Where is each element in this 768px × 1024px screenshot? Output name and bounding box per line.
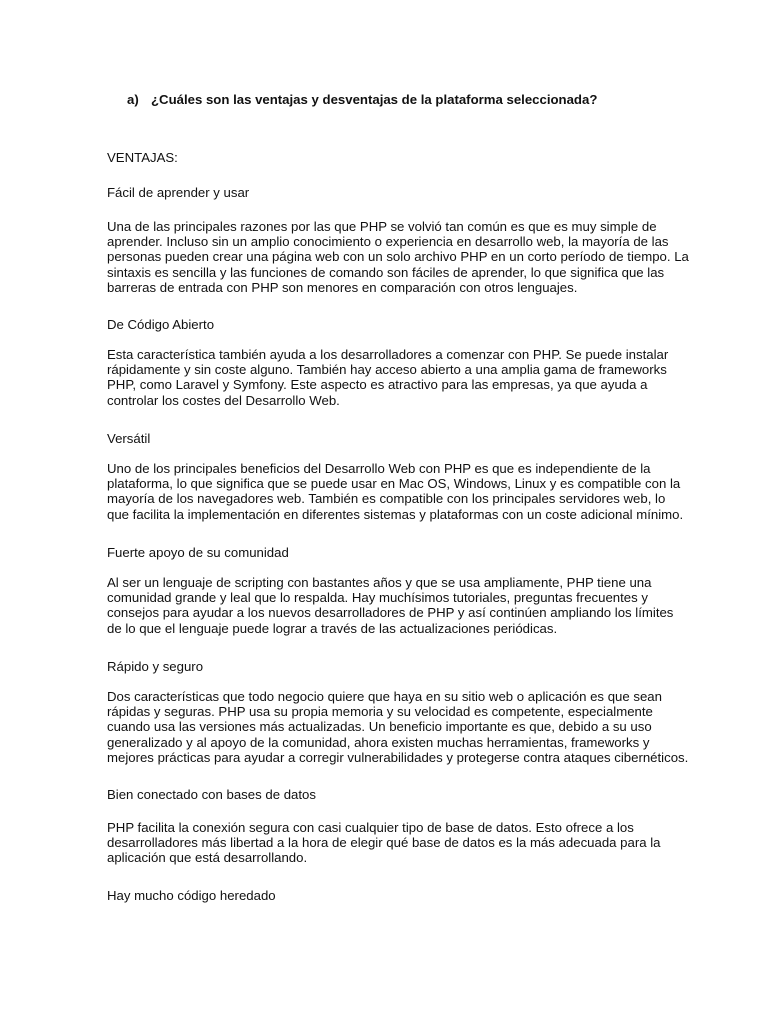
text-line: rápidamente y sin coste alguno. También hay acceso abierto a una amplia gama de frameworks bbox=[107, 362, 667, 378]
subheading bbox=[107, 787, 667, 802]
text-line: controlar los costes del Desarrollo Web. bbox=[107, 392, 340, 408]
text-line: de lo que el lenguaje puede lograr a través de las actualizaciones periódicas. bbox=[107, 620, 558, 636]
text-line: Versátil bbox=[107, 431, 151, 446]
text-line: Dos características que todo negocio quiere que haya en su sitio web o aplicación es que sean bbox=[107, 689, 662, 704]
subheading bbox=[107, 317, 667, 332]
subheading bbox=[107, 545, 667, 560]
paragraph bbox=[107, 347, 667, 408]
text-line: Hay mucho código heredado bbox=[107, 888, 276, 903]
text-line: Esta característica también ayuda a los desarrolladores a comenzar con PHP. Se puede instalar bbox=[107, 347, 669, 362]
text-line: desarrolladores más libertad a la hora de elegir qué base de datos es la más adecuada para la bbox=[107, 835, 661, 851]
text-line: sintaxis es sencilla y las funciones de comando son fáciles de aprender, lo que significa que las bbox=[107, 264, 665, 280]
text-line: cuando usa las versiones más actualizadas. Un beneficio importante es que, debido a su uso bbox=[107, 719, 652, 735]
text-line: Rápido y seguro bbox=[107, 659, 204, 674]
section-heading: VENTAJAS: bbox=[107, 150, 178, 165]
text-line: consejos para ayudar a los nuevos desarrolladores de PHP y así continúen ampliando los límites bbox=[107, 605, 674, 621]
text-line: Una de las principales razones por las que PHP se volvió tan común es que es muy simple de bbox=[107, 219, 657, 234]
subheading bbox=[107, 185, 667, 200]
text-line: personas pueden crear una página web con un solo archivo PHP en un corto período de tiempo. La bbox=[107, 249, 689, 265]
text-line: Bien conectado con bases de datos bbox=[107, 787, 316, 802]
question-heading bbox=[127, 92, 597, 107]
text-line: mayoría de los navegadores web. También es compatible con los principales servidores web, lo bbox=[107, 491, 666, 507]
subheading bbox=[107, 659, 667, 674]
text-line: comunidad grande y leal que lo respalda. Hay muchísimos tutoriales, preguntas frecuentes y bbox=[107, 590, 648, 606]
text-line: generalizado y al apoyo de la comunidad, ahora existen muchas herramientas, frameworks y bbox=[107, 734, 650, 750]
question-text: ¿Cuáles son las ventajas y desventajas de la plataforma seleccionada? bbox=[151, 92, 598, 107]
text-line: PHP, como Laravel y Symfony. Este aspecto es atractivo para las empresas, ya que ayuda a bbox=[107, 377, 648, 393]
question-letter: a) bbox=[127, 92, 139, 107]
paragraph bbox=[107, 461, 684, 522]
text-line: barreras de entrada con PHP son menores en comparación con otros lenguajes. bbox=[107, 279, 578, 295]
paragraph bbox=[107, 575, 674, 636]
text-line: Fácil de aprender y usar bbox=[107, 185, 250, 200]
paragraph bbox=[107, 219, 689, 295]
paragraph bbox=[107, 689, 689, 765]
text-line: Al ser un lenguaje de scripting con bastantes años y que se usa ampliamente, PHP tiene una bbox=[107, 575, 652, 590]
text-line: mejores prácticas para ayudar a corregir vulnerabilidades y protegerse contra ataques cibernéticos. bbox=[107, 749, 689, 765]
text-line: plataforma, lo que significa que se puede usar en Mac OS, Windows, Linux y es compatible con la bbox=[107, 476, 681, 492]
subheading bbox=[107, 431, 667, 446]
text-line: aplicación que está desarrollando. bbox=[107, 850, 308, 866]
text-line: rápidas y seguras. PHP usa su propia memoria y su velocidad es competente, especialmente bbox=[107, 704, 653, 720]
text-line: que facilita la implementación en diferentes sistemas y plataformas con un coste adicional mínimo. bbox=[107, 506, 684, 522]
text-line: aprender. Incluso sin un amplio conocimiento o experiencia en desarrollo web, la mayoría de las bbox=[107, 234, 669, 250]
text-line: De Código Abierto bbox=[107, 317, 215, 332]
text-line: Fuerte apoyo de su comunidad bbox=[107, 545, 289, 560]
paragraph bbox=[107, 820, 667, 866]
text-line: PHP facilita la conexión segura con casi cualquier tipo de base de datos. Esto ofrece a los bbox=[107, 820, 634, 835]
subheading bbox=[107, 888, 667, 903]
text-line: Uno de los principales beneficios del Desarrollo Web con PHP es que es independiente de la bbox=[107, 461, 651, 476]
